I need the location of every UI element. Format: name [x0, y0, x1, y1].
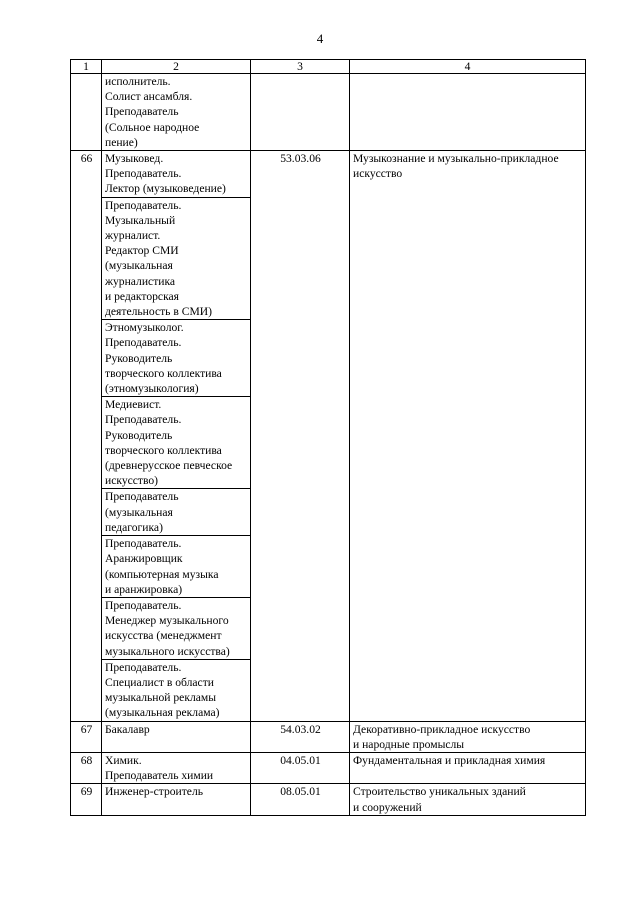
row-number-cell: 69 [71, 784, 102, 815]
table-row [71, 784, 586, 815]
column-header: 2 [102, 60, 251, 74]
specialty-cell: Декоративно-прикладное искусство и народные промыслы [350, 721, 586, 752]
qualifications-table [70, 59, 586, 816]
qualification-cell: исполнитель. Солист ансамбля. Преподаватель (Сольное народное пение) [102, 74, 251, 151]
table-row [71, 752, 586, 783]
code-cell: 08.05.01 [251, 784, 350, 815]
row-number-cell: 67 [71, 721, 102, 752]
qualification-cell: Преподаватель (музыкальная педагогика) [102, 489, 251, 536]
qualification-cell: Этномузыколог. Преподаватель. Руководитель творческого коллектива (этномузыкология) [102, 320, 251, 397]
table-header-row [71, 60, 586, 74]
qualification-cell: Инженер-строитель [102, 784, 251, 815]
specialty-cell [350, 74, 586, 151]
table-row [71, 721, 586, 752]
specialty-cell: Строительство уникальных зданий и сооружений [350, 784, 586, 815]
qualification-cell: Преподаватель. Аранжировщик (компьютерная музыка и аранжировка) [102, 536, 251, 598]
column-header: 3 [251, 60, 350, 74]
row-number-cell: 68 [71, 752, 102, 783]
qualification-cell: Химик. Преподаватель химии [102, 752, 251, 783]
row-number-cell [71, 74, 102, 151]
code-cell: 04.05.01 [251, 752, 350, 783]
page-number: 4 [316, 31, 324, 46]
code-cell [251, 74, 350, 151]
column-header: 4 [350, 60, 586, 74]
row-number-cell: 66 [71, 151, 102, 722]
code-cell: 54.03.02 [251, 721, 350, 752]
qualification-cell: Преподаватель. Музыкальный журналист. Редактор СМИ (музыкальная журналистика и редакторская деятельность в СМИ) [102, 197, 251, 320]
qualification-cell: Бакалавр [102, 721, 251, 752]
code-cell: 53.03.06 [251, 151, 350, 722]
qualification-cell: Преподаватель. Менеджер музыкального искусства (менеджмент музыкального искусства) [102, 597, 251, 659]
specialty-cell: Музыкознание и музыкально-прикладное искусство [350, 151, 586, 722]
table-row [71, 74, 586, 151]
qualification-cell: Музыковед. Преподаватель. Лектор (музыковедение) [102, 151, 251, 198]
column-header: 1 [71, 60, 102, 74]
table-row [71, 151, 586, 198]
qualification-cell: Преподаватель. Специалист в области музыкальной рекламы (музыкальная реклама) [102, 659, 251, 721]
specialty-cell: Фундаментальная и прикладная химия [350, 752, 586, 783]
qualification-cell: Медиевист. Преподаватель. Руководитель творческого коллектива (древнерусское певческое искусство) [102, 397, 251, 489]
